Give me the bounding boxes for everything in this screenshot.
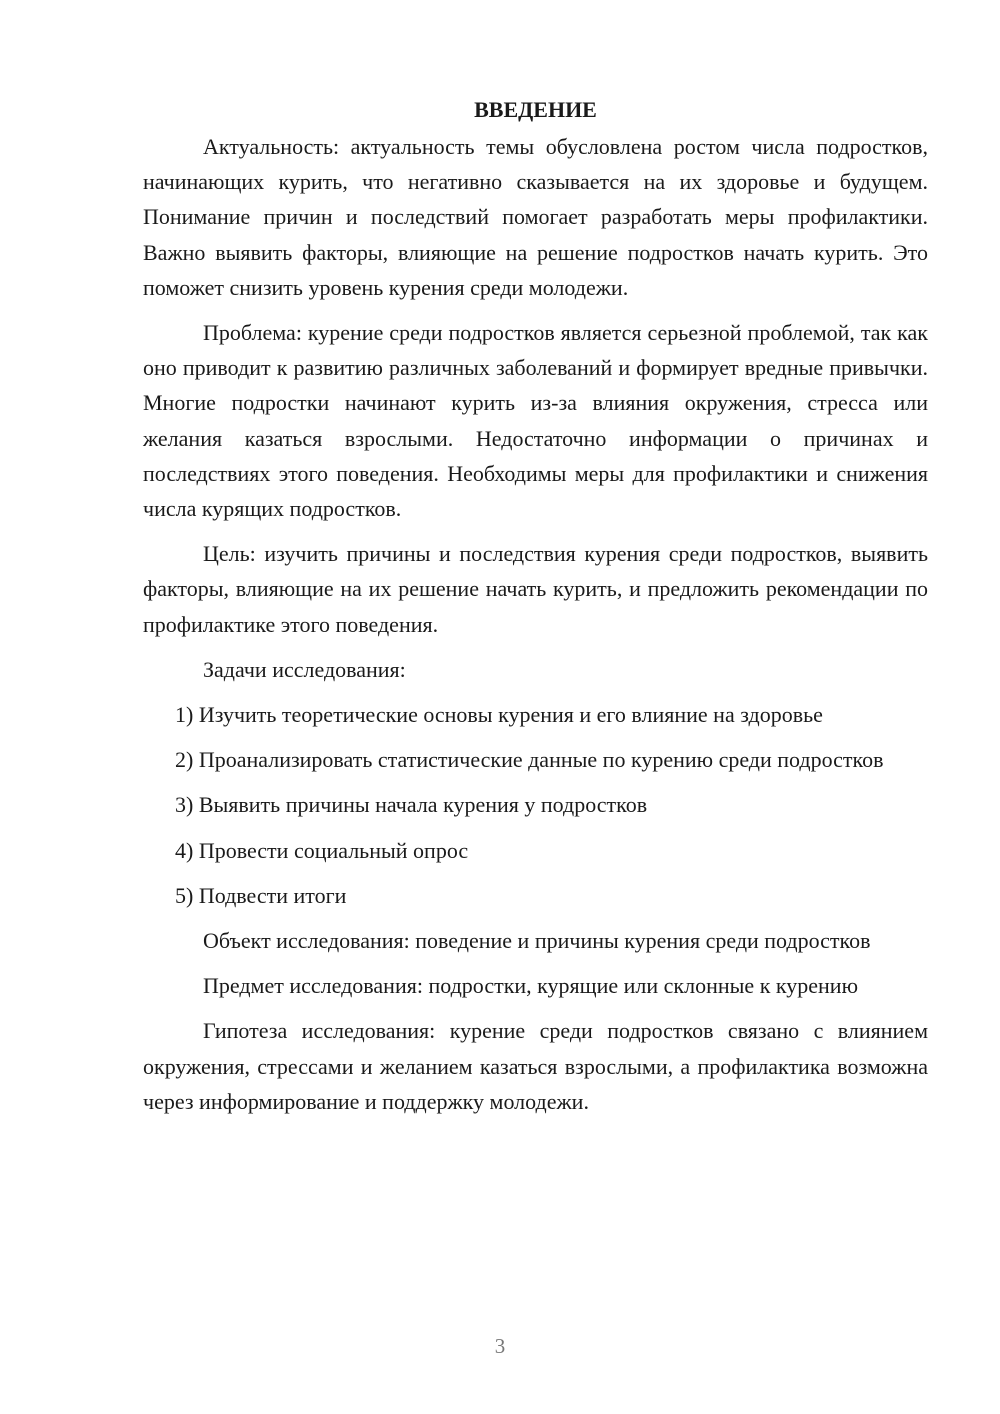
tasks-heading: Задачи исследования: xyxy=(203,656,406,682)
paragraph-goal: Цель: изучить причины и последствия курения среди подростков, выявить факторы, влияющие на их решение начать курить, и предложить рекомендации по профилактике этого поведения. xyxy=(143,541,928,637)
paragraph-subject: Предмет исследования: подростки, курящие или склонные к курению xyxy=(203,973,859,999)
section-title: ВВЕДЕНИЕ xyxy=(474,97,597,122)
page-content xyxy=(143,92,928,1129)
task-item-4: 4) Провести социальный опрос xyxy=(175,837,469,863)
task-item-3: 3) Выявить причины начала курения у подростков xyxy=(175,792,648,818)
paragraph-relevance: Актуальность: актуальность темы обусловлена ростом числа подростков, начинающих курить, что негативно сказывается на их здоровье и будущем. Понимание причин и последствий помогает разработать меры профилактики. Важно выявить факторы, влияющие на решение подростков начать курить. Это поможет снизить уровень курения среди молодежи. xyxy=(143,134,928,300)
paragraph-hypothesis: Гипотеза исследования: курение среди подростков связано с влиянием окружения, стрессами и желанием казаться взрослыми, а профилактика возможна через информирование и поддержку молодежи. xyxy=(143,1018,928,1114)
paragraph-problem: Проблема: курение среди подростков является серьезной проблемой, так как оно приводит к развитию различных заболеваний и формирует вредные привычки. Многие подростки начинают курить из-за влияния окружения, стресса или желания казаться взрослыми. Недостаточно информации о причинах и последствиях этого поведения. Необходимы меры для профилактики и снижения числа курящих подростков. xyxy=(143,320,928,522)
task-item-5: 5) Подвести итоги xyxy=(175,882,347,908)
task-item-2: 2) Проанализировать статистические данные по курению среди подростков xyxy=(175,747,884,773)
paragraph-object: Объект исследования: поведение и причины курения среди подростков xyxy=(203,928,871,954)
page-number: 3 xyxy=(494,1334,506,1358)
task-item-1: 1) Изучить теоретические основы курения и его влияние на здоровье xyxy=(175,702,823,728)
